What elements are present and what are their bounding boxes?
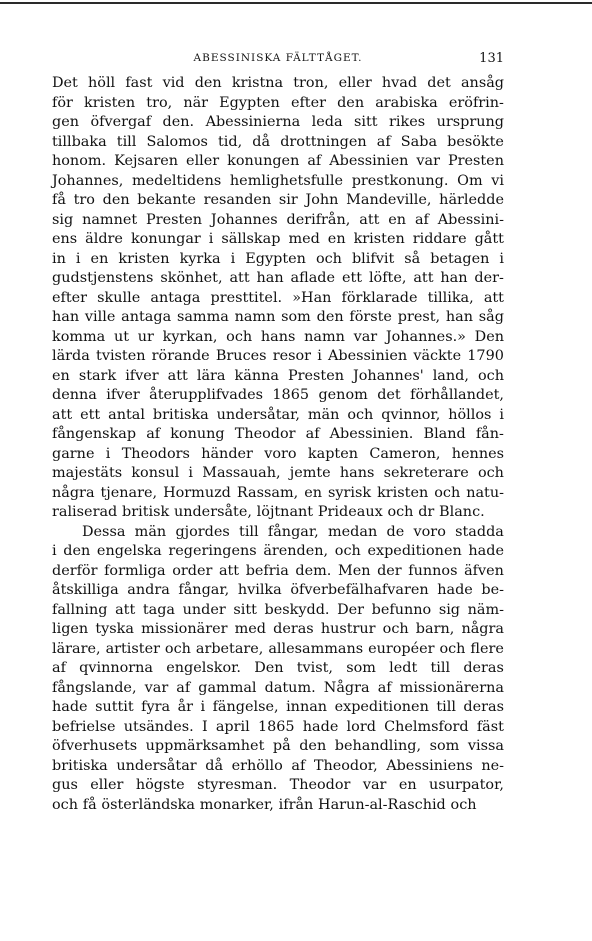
text-line: britiska undersåtar då erhöllo af Theodor, Abessiniens ne- <box>52 757 504 774</box>
text-line: fallning att taga under sitt beskydd. Der befunno sig näm- <box>52 601 504 618</box>
text-line: få tro den bekante resanden sir John Mandeville, härledde <box>52 192 504 208</box>
text-line: i den engelska regeringens ärenden, och expeditionen hade <box>52 543 504 559</box>
text-line: han ville antaga samma namn som den förste prest, han såg <box>52 309 504 325</box>
text-line: för kristen tro, när Egypten efter den arabiska eröfrin- <box>52 94 504 111</box>
text-line: ens äldre konungar i sällskap med en kristen riddare gått <box>52 231 504 247</box>
running-title: ABESSINISKA FÄLTTÅGET. <box>193 52 363 64</box>
text-line: komma ut ur kyrkan, och hans namn var Johannes.» Den <box>52 328 504 345</box>
text-line: fångenskap af konung Theodor af Abessinien. Bland fån- <box>52 426 504 442</box>
text-line: honom. Kejsaren eller konungen af Abessinien var Presten <box>52 153 504 169</box>
text-line: befrielse utsändes. I april 1865 hade lord Chelmsford fäst <box>52 718 504 735</box>
text-line: fångslande, var af gammal datum. Några af missionärerna <box>52 679 504 696</box>
text-line: efter skulle antaga presttitel. »Han förklarade tillika, att <box>52 289 504 306</box>
text-line: Dessa män gjordes till fångar, medan de voro stadda <box>82 523 504 540</box>
text-line: tillbaka till Salomos tid, då drottningen af Saba besökte <box>52 133 504 150</box>
text-line: lärare, artister och arbetare, allesammans européer och flere <box>52 640 504 657</box>
text-line: garne i Theodors händer voro kapten Cameron, hennes <box>52 445 504 462</box>
text-line: öfverhusets uppmärksamhet på den behandling, som vissa <box>52 738 504 754</box>
text-line: af qvinnorna engelskor. Den tvist, som ledt till deras <box>52 660 504 676</box>
page-header <box>52 52 504 70</box>
text-line: majestäts konsul i Massauah, jemte hans sekreterare och <box>52 465 504 481</box>
text-line: en stark ifver att lära känna Presten Johannes' land, och <box>52 367 504 384</box>
text-line: raliserad britisk undersåte, löjtnant Prideaux och dr Blanc. <box>52 504 485 520</box>
page-number: 131 <box>479 51 504 66</box>
text-line: gen öfvergaf den. Abessinierna leda sitt rikes ursprung <box>52 114 504 130</box>
top-border-rule <box>0 2 592 4</box>
body-text <box>52 74 504 815</box>
text-line: Johannes, medeltidens hemlighetsfulle prestkonung. Om vi <box>52 172 504 189</box>
text-line: lärda tvisten rörande Bruces resor i Abessinien väckte 1790 <box>52 348 504 364</box>
text-line: och få österländska monarker, ifrån Harun-al-Raschid och <box>52 796 477 813</box>
text-line: gus eller högste styresman. Theodor var en usurpator, <box>52 777 504 793</box>
text-line: hade suttit fyra år i fängelse, innan expeditionen till deras <box>52 699 504 715</box>
text-line: ligen tyska missionärer med deras hustrur och barn, några <box>52 621 504 637</box>
text-line: Det höll fast vid den kristna tron, eller hvad det ansåg <box>52 75 504 91</box>
text-line: in i en kristen kyrka i Egypten och blifvit så betagen i <box>52 250 504 267</box>
text-line: derför formliga order att befria dem. Men der funnos äfven <box>52 562 504 579</box>
text-line: åtskilliga andra fångar, hvilka öfverbefälhafvaren hade be- <box>52 582 504 598</box>
text-line: att ett antal britiska undersåtar, män och qvinnor, höllos i <box>52 406 504 423</box>
text-line: sig namnet Presten Johannes derifrån, att en af Abessini- <box>52 211 504 228</box>
text-line: några tjenare, Hormuzd Rassam, en syrisk kristen och natu- <box>52 484 504 501</box>
text-line: denna ifver återupplifvades 1865 genom det förhållandet, <box>52 387 504 403</box>
text-line: gudstjenstens skönhet, att han aflade ett löfte, att han der- <box>52 270 504 286</box>
